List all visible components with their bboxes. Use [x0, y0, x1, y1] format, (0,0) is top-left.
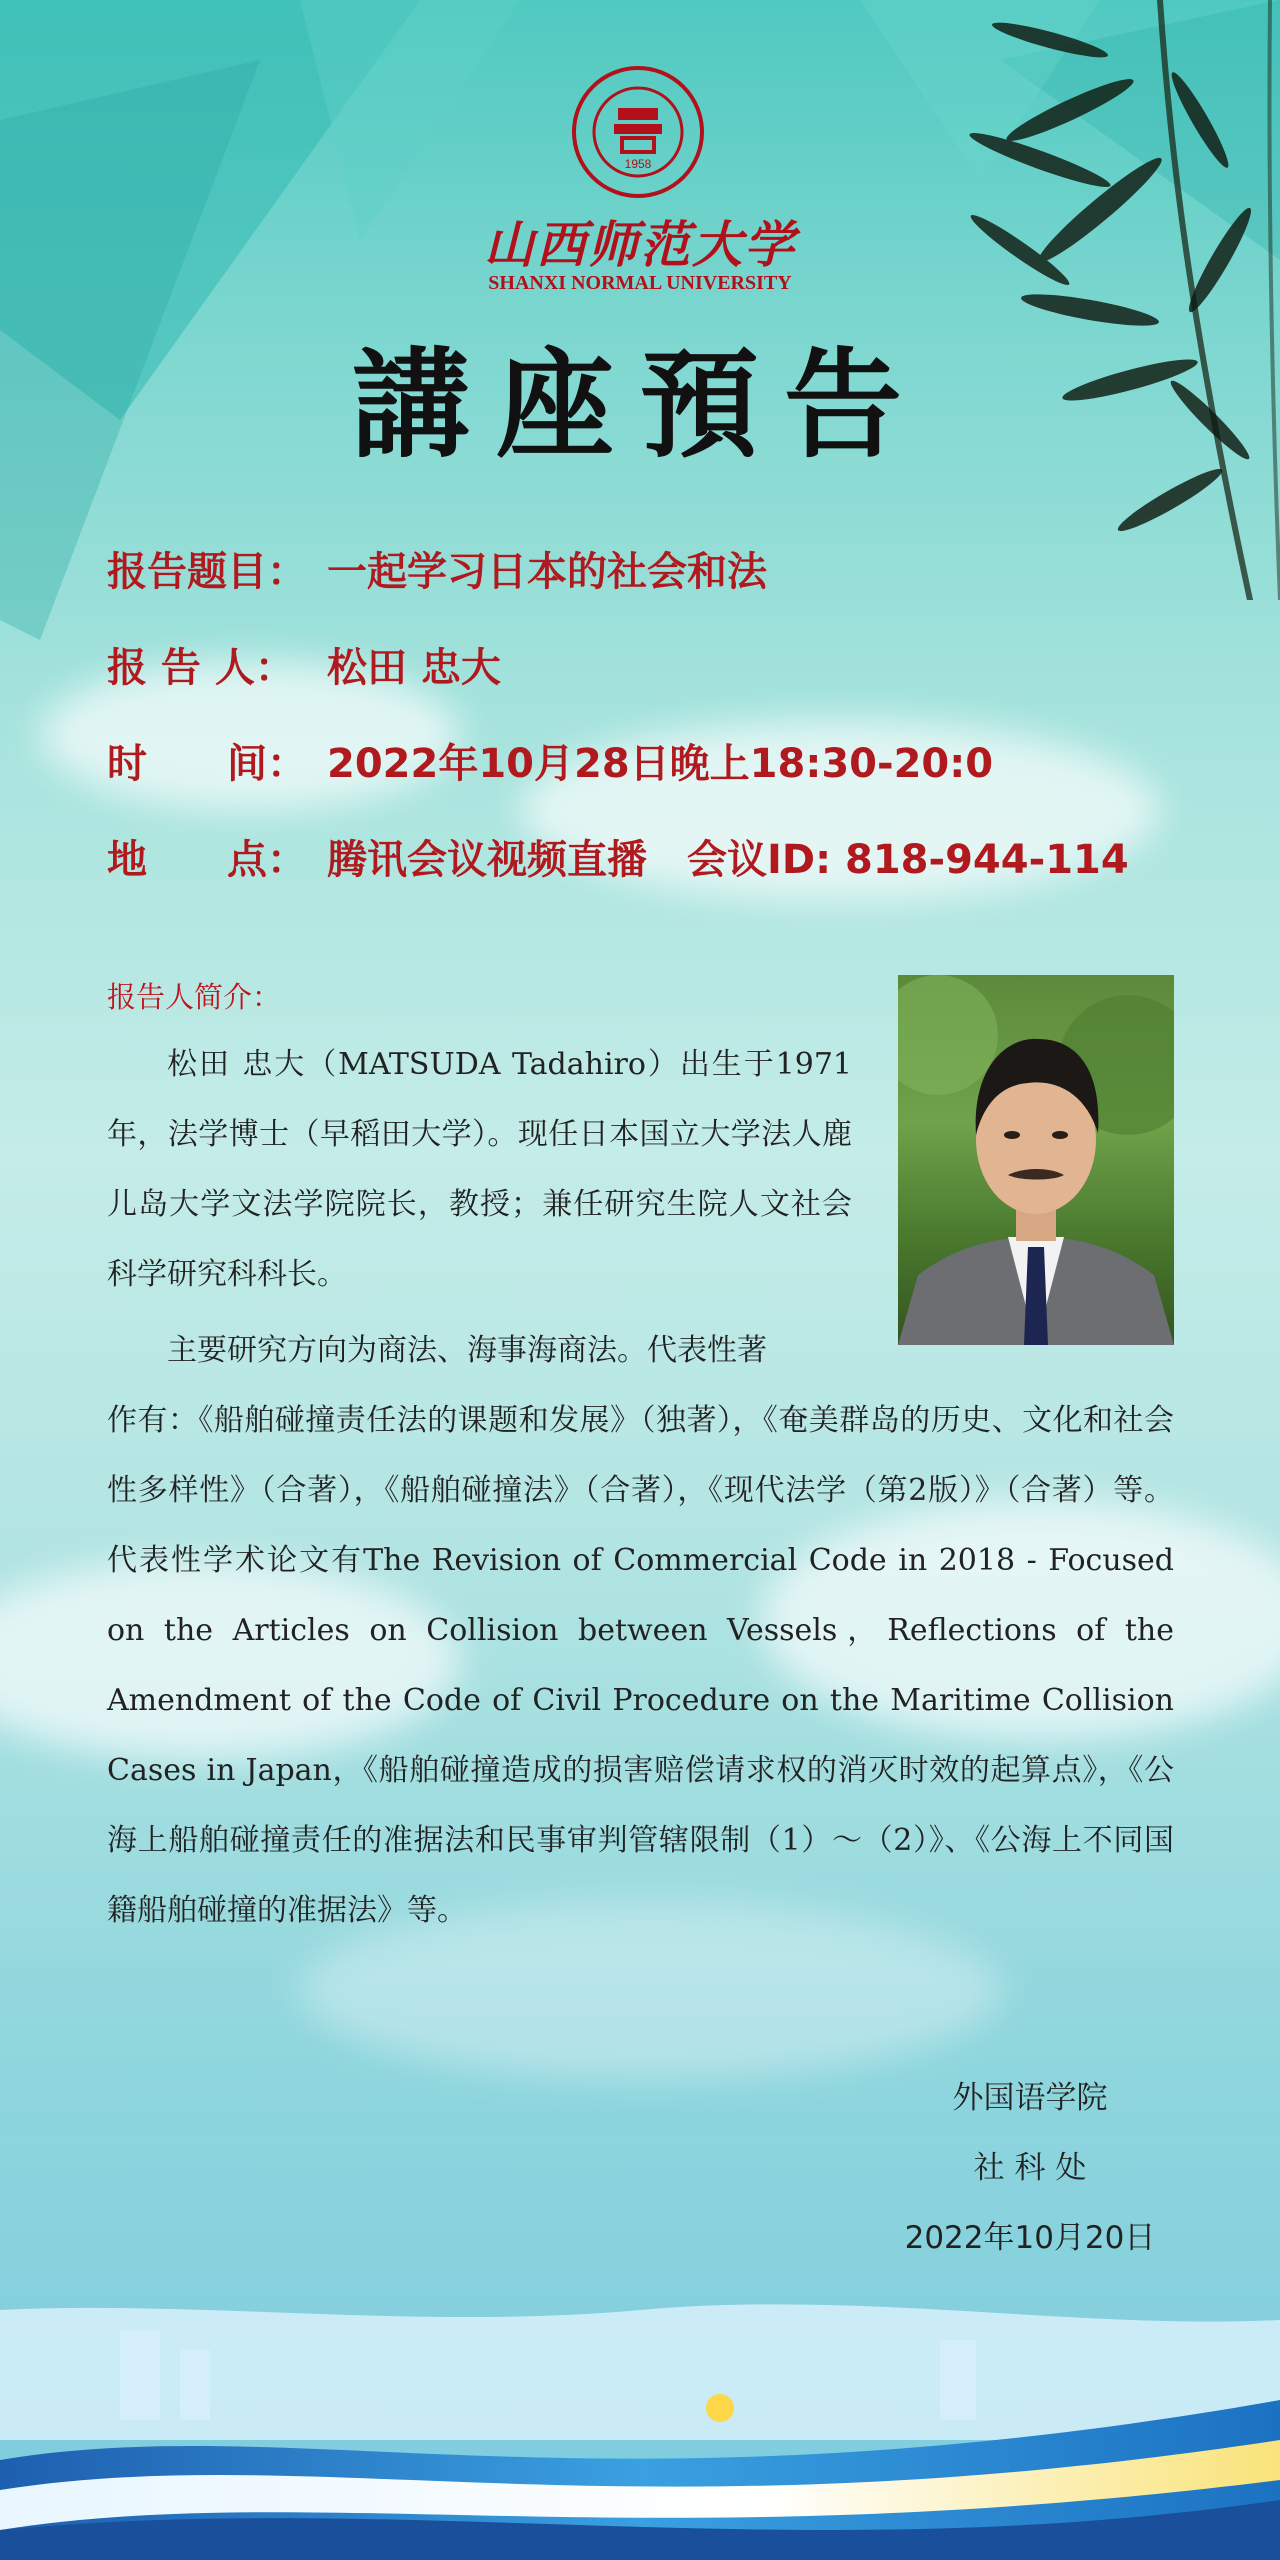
- svg-text:1958: 1958: [624, 157, 652, 171]
- university-name-en: SHANXI NORMAL UNIVERSITY: [488, 272, 792, 294]
- info-value: 2022年10月28日晚上18:30-20:0: [327, 741, 994, 787]
- bio-heading: 报告人简介：: [107, 980, 282, 1014]
- signature-org-1: 外国语学院: [952, 2080, 1108, 2116]
- info-speaker: [107, 636, 501, 693]
- speaker-portrait-image: [898, 975, 1174, 1345]
- bio-paragraph-1: 松田 忠大（MATSUDA Tadahiro）出生于1971年，法学博士（早稻田大学）。现任日本国立大学法人鹿儿岛大学文法学院院长，教授；兼任研究生院人文社会科学研究科科长。: [107, 1047, 852, 1292]
- info-value: 松田 忠大: [327, 645, 501, 691]
- university-seal-logo: [570, 64, 706, 200]
- bio-paragraph-2-rest: 作有：《船舶碰撞责任法的课题和发展》（独著），《奄美群岛的历史、文化和社会性多样性》（合著），《船舶碰撞法》（合著），《现代法学（第2版）》（合著）等。代表性学术论文有The Revision of Commercial Code in 2018 - Focused on the Articles on Collision between Vessels，Reflections of the Amendment of the Code of Civil Procedure on the Maritime Collision Cases in Japan，《船舶碰撞造成的损害赔偿请求权的消灭时效的起算点》，《公海上船舶碰撞责任的准据法和民事审判管辖限制（1）～（2）》、《公海上不同国籍船舶碰撞的准据法》等。: [107, 1403, 1174, 1928]
- info-value: 一起学习日本的社会和法: [327, 549, 767, 595]
- bamboo-decoration: [950, 0, 1280, 600]
- bio-paragraph-2-top: 主要研究方向为商法、海事海商法。代表性著: [167, 1333, 767, 1368]
- info-topic: [107, 540, 767, 597]
- page-title: 講座預告: [351, 335, 928, 474]
- footer-decoration: [0, 2290, 1280, 2560]
- university-name-cn: 山西师范大学: [484, 215, 796, 274]
- info-time: [107, 732, 993, 789]
- info-label: 时 间：: [107, 741, 307, 787]
- signature-date: 2022年10月20日: [904, 2220, 1156, 2256]
- info-label: 报告题目：: [107, 549, 307, 595]
- info-label: 报 告 人：: [107, 645, 295, 691]
- info-value: 腾讯会议视频直播 会议ID: 818-944-114: [327, 837, 1129, 883]
- info-label: 地 点：: [107, 837, 307, 883]
- info-location: [107, 828, 1129, 885]
- speaker-photo: [898, 975, 1174, 1345]
- signature-org-2: 社 科 处: [973, 2150, 1087, 2186]
